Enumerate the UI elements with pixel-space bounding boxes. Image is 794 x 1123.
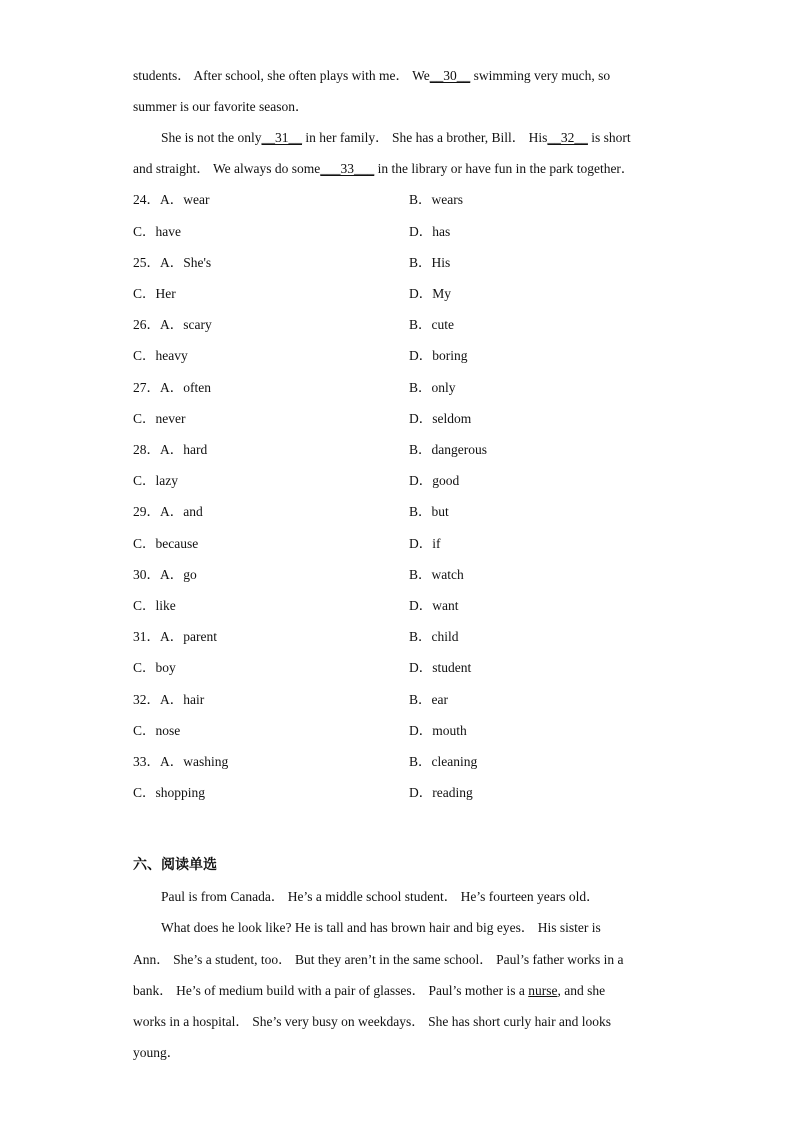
question-number: 28．: [133, 442, 160, 457]
blank-31: __31__: [261, 130, 302, 145]
passage1-line1: [133, 67, 610, 85]
text-segment: swimming very much, so: [470, 68, 611, 83]
option-a: [133, 316, 212, 334]
option-a: [133, 441, 207, 459]
question-number: 29．: [133, 504, 160, 519]
option-c: C．lazy: [133, 473, 178, 488]
option-d: D．if: [409, 536, 441, 551]
text-segment: She is not the only: [161, 130, 262, 145]
option-a: [133, 503, 203, 521]
text-segment: in her family． She has a brother, Bill． His: [302, 130, 548, 145]
option-text: A．She's: [160, 255, 212, 270]
text-segment: and straight． We always do some: [133, 161, 321, 176]
option-text: A．wear: [160, 192, 210, 207]
option-c: C．like: [133, 598, 176, 613]
option-d: D．want: [409, 598, 459, 613]
question-number: 31．: [133, 629, 160, 644]
option-b: B．but: [409, 504, 449, 519]
option-text: A．hard: [160, 442, 208, 457]
blank-30: __30__: [429, 68, 471, 83]
text-segment: , and she: [557, 983, 606, 998]
option-b: B．wears: [409, 192, 463, 207]
option-a: [133, 691, 204, 709]
option-d: D．boring: [409, 348, 468, 363]
option-b: B．child: [409, 629, 459, 644]
passage2-line2: What does he look like? He is tall and has brown hair and big eyes． His sister is: [161, 920, 601, 935]
option-d: D．student: [409, 660, 472, 675]
blank-33: ___33___: [320, 161, 375, 176]
option-text: A．parent: [160, 629, 217, 644]
passage2-line1: Paul is from Canada． He’s a middle school student． He’s fourteen years old．: [161, 889, 600, 904]
option-d: D．good: [409, 473, 460, 488]
option-d: D．seldom: [409, 411, 472, 426]
question-number: 30．: [133, 567, 160, 582]
option-b: B．dangerous: [409, 442, 487, 457]
option-b: B．cleaning: [409, 754, 478, 769]
option-text: A．hair: [160, 692, 205, 707]
option-d: D．has: [409, 224, 451, 239]
passage2-line3: Ann． She’s a student, too． But they aren’t in the same school． Paul’s father works in a: [133, 952, 624, 967]
passage1-line3: [161, 129, 631, 147]
passage2-line6: young．: [133, 1045, 181, 1060]
option-text: A．washing: [160, 754, 229, 769]
question-number: 25．: [133, 255, 160, 270]
text-segment: in the library or have fun in the park together．: [374, 161, 635, 176]
option-c: C．never: [133, 411, 186, 426]
option-a: [133, 566, 197, 584]
option-b: B．only: [409, 380, 456, 395]
option-text: A．go: [160, 567, 197, 582]
text-segment: is short: [587, 130, 631, 145]
option-d: D．reading: [409, 785, 473, 800]
option-c: C．nose: [133, 723, 181, 738]
option-c: C．Her: [133, 286, 176, 301]
option-a: [133, 628, 217, 646]
option-c: C．shopping: [133, 785, 206, 800]
blank-32: __32__: [547, 130, 588, 145]
passage2-line5: works in a hospital． She’s very busy on weekdays． She has short curly hair and looks: [133, 1014, 612, 1029]
passage2-line4: [133, 982, 605, 1000]
option-b: B．watch: [409, 567, 464, 582]
option-d: D．mouth: [409, 723, 467, 738]
question-number: 33．: [133, 754, 160, 769]
question-number: 32．: [133, 692, 160, 707]
question-number: 27．: [133, 380, 160, 395]
question-number: 26．: [133, 317, 160, 332]
passage1-line2: summer is our favorite season．: [133, 99, 309, 114]
option-a: [133, 191, 209, 209]
option-b: B．cute: [409, 317, 454, 332]
section-heading: 六、阅读单选: [133, 857, 217, 873]
option-c: C．heavy: [133, 348, 188, 363]
option-text: A．often: [160, 380, 211, 395]
option-a: [133, 753, 228, 771]
text-segment: bank． He’s of medium build with a pair of glasses． Paul’s mother is a: [133, 983, 529, 998]
option-b: B．His: [409, 255, 451, 270]
option-c: C．have: [133, 224, 181, 239]
underlined-word: nurse: [528, 983, 558, 998]
option-c: C．because: [133, 536, 199, 551]
option-text: A．scary: [160, 317, 212, 332]
question-number: 24．: [133, 192, 160, 207]
option-d: D．My: [409, 286, 452, 301]
option-text: A．and: [160, 504, 203, 519]
text-segment: students． After school, she often plays with me． We: [133, 68, 430, 83]
option-a: [133, 254, 211, 272]
option-b: B．ear: [409, 692, 448, 707]
passage1-line4: [133, 160, 634, 178]
option-a: [133, 379, 211, 397]
option-c: C．boy: [133, 660, 176, 675]
